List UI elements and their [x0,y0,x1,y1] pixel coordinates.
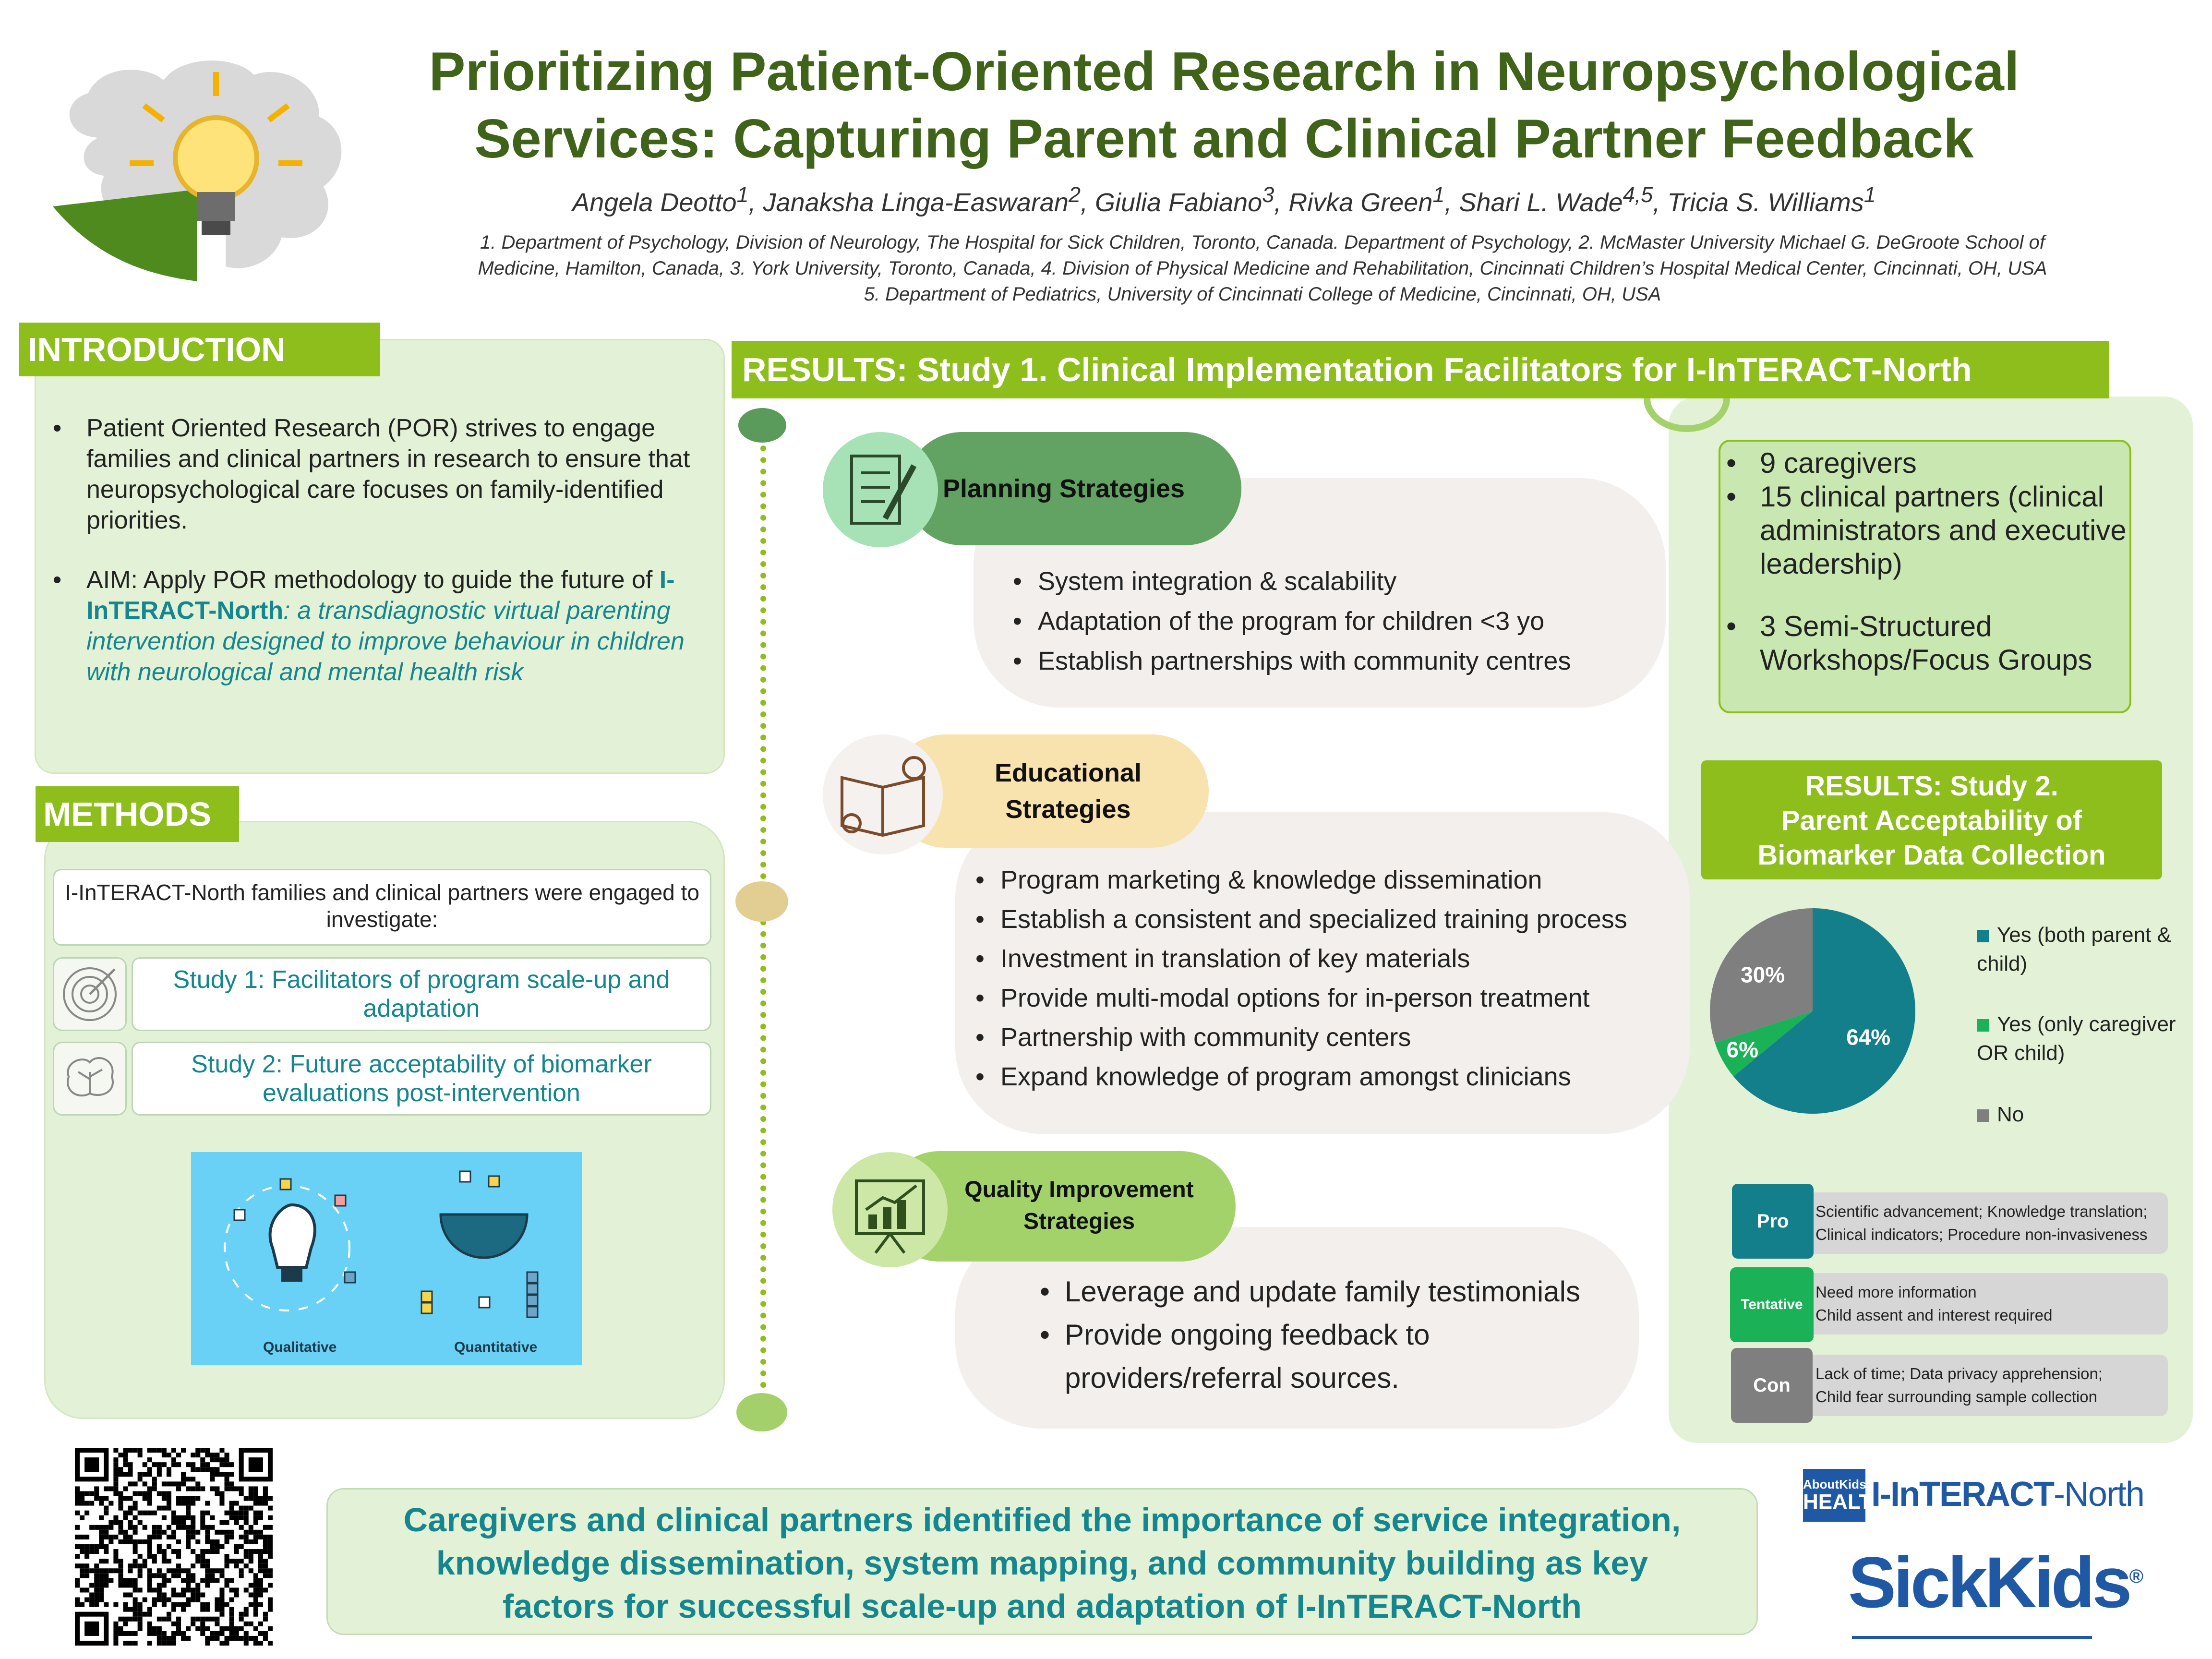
legend-swatch [1977,1109,1989,1122]
list-item: • Partnership with community centers [975,1018,1627,1057]
list-item: • Establish a consistent and specialized training process [975,900,1627,939]
study-1-box: Study 1: Facilitators of program scale-up and adaptation [132,957,711,1031]
list-item: • Provide ongoing feedback to providers/referral sources. [1040,1313,1625,1400]
participants-list [1726,446,2129,677]
tentative-label: Tentative [1730,1267,1814,1342]
con-label: Con [1731,1348,1813,1423]
planning-strategy-list [1013,562,1571,681]
con-description: Lack of time; Data privacy apprehension; Child fear surrounding sample collection [1805,1355,2168,1416]
author: Shari L. Wade$^{4,5}$ [1459,182,1653,217]
quality-improvement-title: Quality Improvement Strategies [884,1151,1236,1262]
qualitative-quantitative-illustration [191,1152,582,1365]
sickkids-logo: SickKids® [1848,1542,2144,1623]
target-icon [53,957,127,1031]
author: Rivka Green$^1$ [1288,182,1445,217]
intro-bullet-aim: • AIM: Apply POR methodology to guide the future of I-InTERACT-North: a transdiagnostic virtual parenting intervention designed to improve behaviour in children with neurological and mental health risk [53,565,715,687]
pro-label: Pro [1732,1184,1814,1259]
timeline-dot [738,408,786,443]
brain-lightbulb-logo [34,43,360,288]
open-book-icon [823,734,943,854]
introduction-list [53,413,715,716]
list-item: • Provide multi-modal options for in-person treatment [975,978,1627,1018]
educational-strategies-title: Educational Strategies [889,734,1209,848]
methods-heading: METHODS [36,786,239,842]
affiliation-line: 5. Department of Pediatrics, University of Cincinnati College of Medicine, Cincinnati, OH, USA [864,284,1661,305]
checklist-icon [823,432,938,547]
timeline-dot [736,1393,787,1431]
list-item: • System integration & scalability [1013,562,1571,601]
planning-strategies-title: Planning Strategies [905,432,1241,545]
author: Tricia S. Williams$^1$ [1667,182,1876,217]
educational-strategy-list [975,860,1627,1096]
list-item: • Leverage and update family testimonials [1040,1270,1625,1313]
pro-description: Scientific advancement; Knowledge translation; Clinical indicators; Procedure non-invasiveness [1805,1192,2168,1254]
list-item: • 15 clinical partners (clinical administrators and executive leadership) [1726,480,2129,581]
legend-item: Yes (only caregiver OR child) [1977,1012,2176,1065]
qr-code[interactable] [75,1448,273,1646]
poster-title [336,38,2112,173]
list-item: • Program marketing & knowledge dissemination [975,860,1627,900]
results-study-2-heading: RESULTS: Study 2. Parent Acceptability of Biomarker Data Collection [1701,760,2162,879]
quantitative-label: Quantitative [454,1339,538,1355]
affiliation-line: 1. Department of Psychology, Division of Neurology, The Hospital for Sick Children, Toronto, Canada. Department of Psychology, 2. McMaster University Michael G. DeGroote School of [480,232,2045,253]
i-interact-north-logo: I-InTERACT-North [1871,1475,2144,1514]
affiliations [365,229,2160,307]
affiliation-line: Medicine, Hamilton, Canada, 3. York University, Toronto, Canada, 4. Division of Physical Medicine and Rehabilitation, Cincinnati Children’s Hospital Medical Center, Cincinnati, OH, USA [478,258,2047,279]
list-item: • Establish partnerships with community centres [1013,641,1571,681]
program-name: I-InTERACT-North [86,566,675,625]
qualitative-label: Qualitative [263,1339,337,1355]
list-item: • Adaptation of the program for children <3 yo [1013,601,1571,641]
title-line-2: Services: Capturing Parent and Clinical Partner Feedback [474,108,1974,169]
pie-data-label: 64% [1846,1024,1891,1050]
legend-swatch [1977,1019,1989,1032]
growth-chart-icon [832,1152,948,1267]
logo-underline [1852,1636,2092,1639]
methods-intro-text: I-InTERACT-North families and clinical partners were engaged to investigate: [53,869,711,946]
author: Janaksha Linga-Easwaran$^2$ [763,182,1081,217]
list-item: • Expand knowledge of program amongst clinicians [975,1057,1627,1096]
tentative-description: Need more information Child assent and interest required [1805,1273,2168,1334]
legend-swatch [1977,930,1989,942]
legend-item: No [1977,1100,2178,1129]
study-2-box: Study 2: Future acceptability of biomarker evaluations post-intervention [132,1042,711,1116]
quality-strategy-list [1040,1270,1625,1400]
timeline-dot [735,881,788,922]
results-study-1-heading: RESULTS: Study 1. Clinical Implementation Facilitators for I-InTERACT-North [732,341,2109,398]
list-item: • 3 Semi-Structured Workshops/Focus Groups [1726,610,2129,677]
pie-data-label: 30% [1741,962,1785,987]
author: Giulia Fabiano$^3$ [1094,182,1274,217]
acceptability-pie-chart [1709,907,1916,1115]
brain-tree-icon [53,1042,127,1116]
list-item: • Investment in translation of key materials [975,939,1627,978]
legend-item: Yes (both parent & child) [1977,923,2171,975]
aboutkidshealth-logo: AboutKids HEALTH [1803,1469,1865,1522]
conclusion-banner: Caregivers and clinical partners identified the importance of service integration, knowledge dissemination, system mapping, and community building as key factors for successful scale-up and adaptation of I-InTERACT-North [326,1488,1758,1635]
list-item: • 9 caregivers [1726,446,2129,480]
pie-data-label: 6% [1726,1037,1758,1062]
intro-bullet-por: • Patient Oriented Research (POR) strives to engage families and clinical partners in research to ensure that neuropsychological care focuses on family-identified priorities. [53,413,715,536]
author: Angela Deotto$^1$ [572,182,749,217]
author-list: Angela Deotto$^1$, Janaksha Linga-Easwaran$^2$, Giulia Fabiano$^3$, Rivka Green$^1$, Shari L. Wade$^{4,5}$, Tricia S. Williams$^1$ [572,182,1876,217]
introduction-heading: INTRODUCTION [19,323,380,376]
title-line-1: Prioritizing Patient-Oriented Research in Neuropsychological [429,41,2020,102]
